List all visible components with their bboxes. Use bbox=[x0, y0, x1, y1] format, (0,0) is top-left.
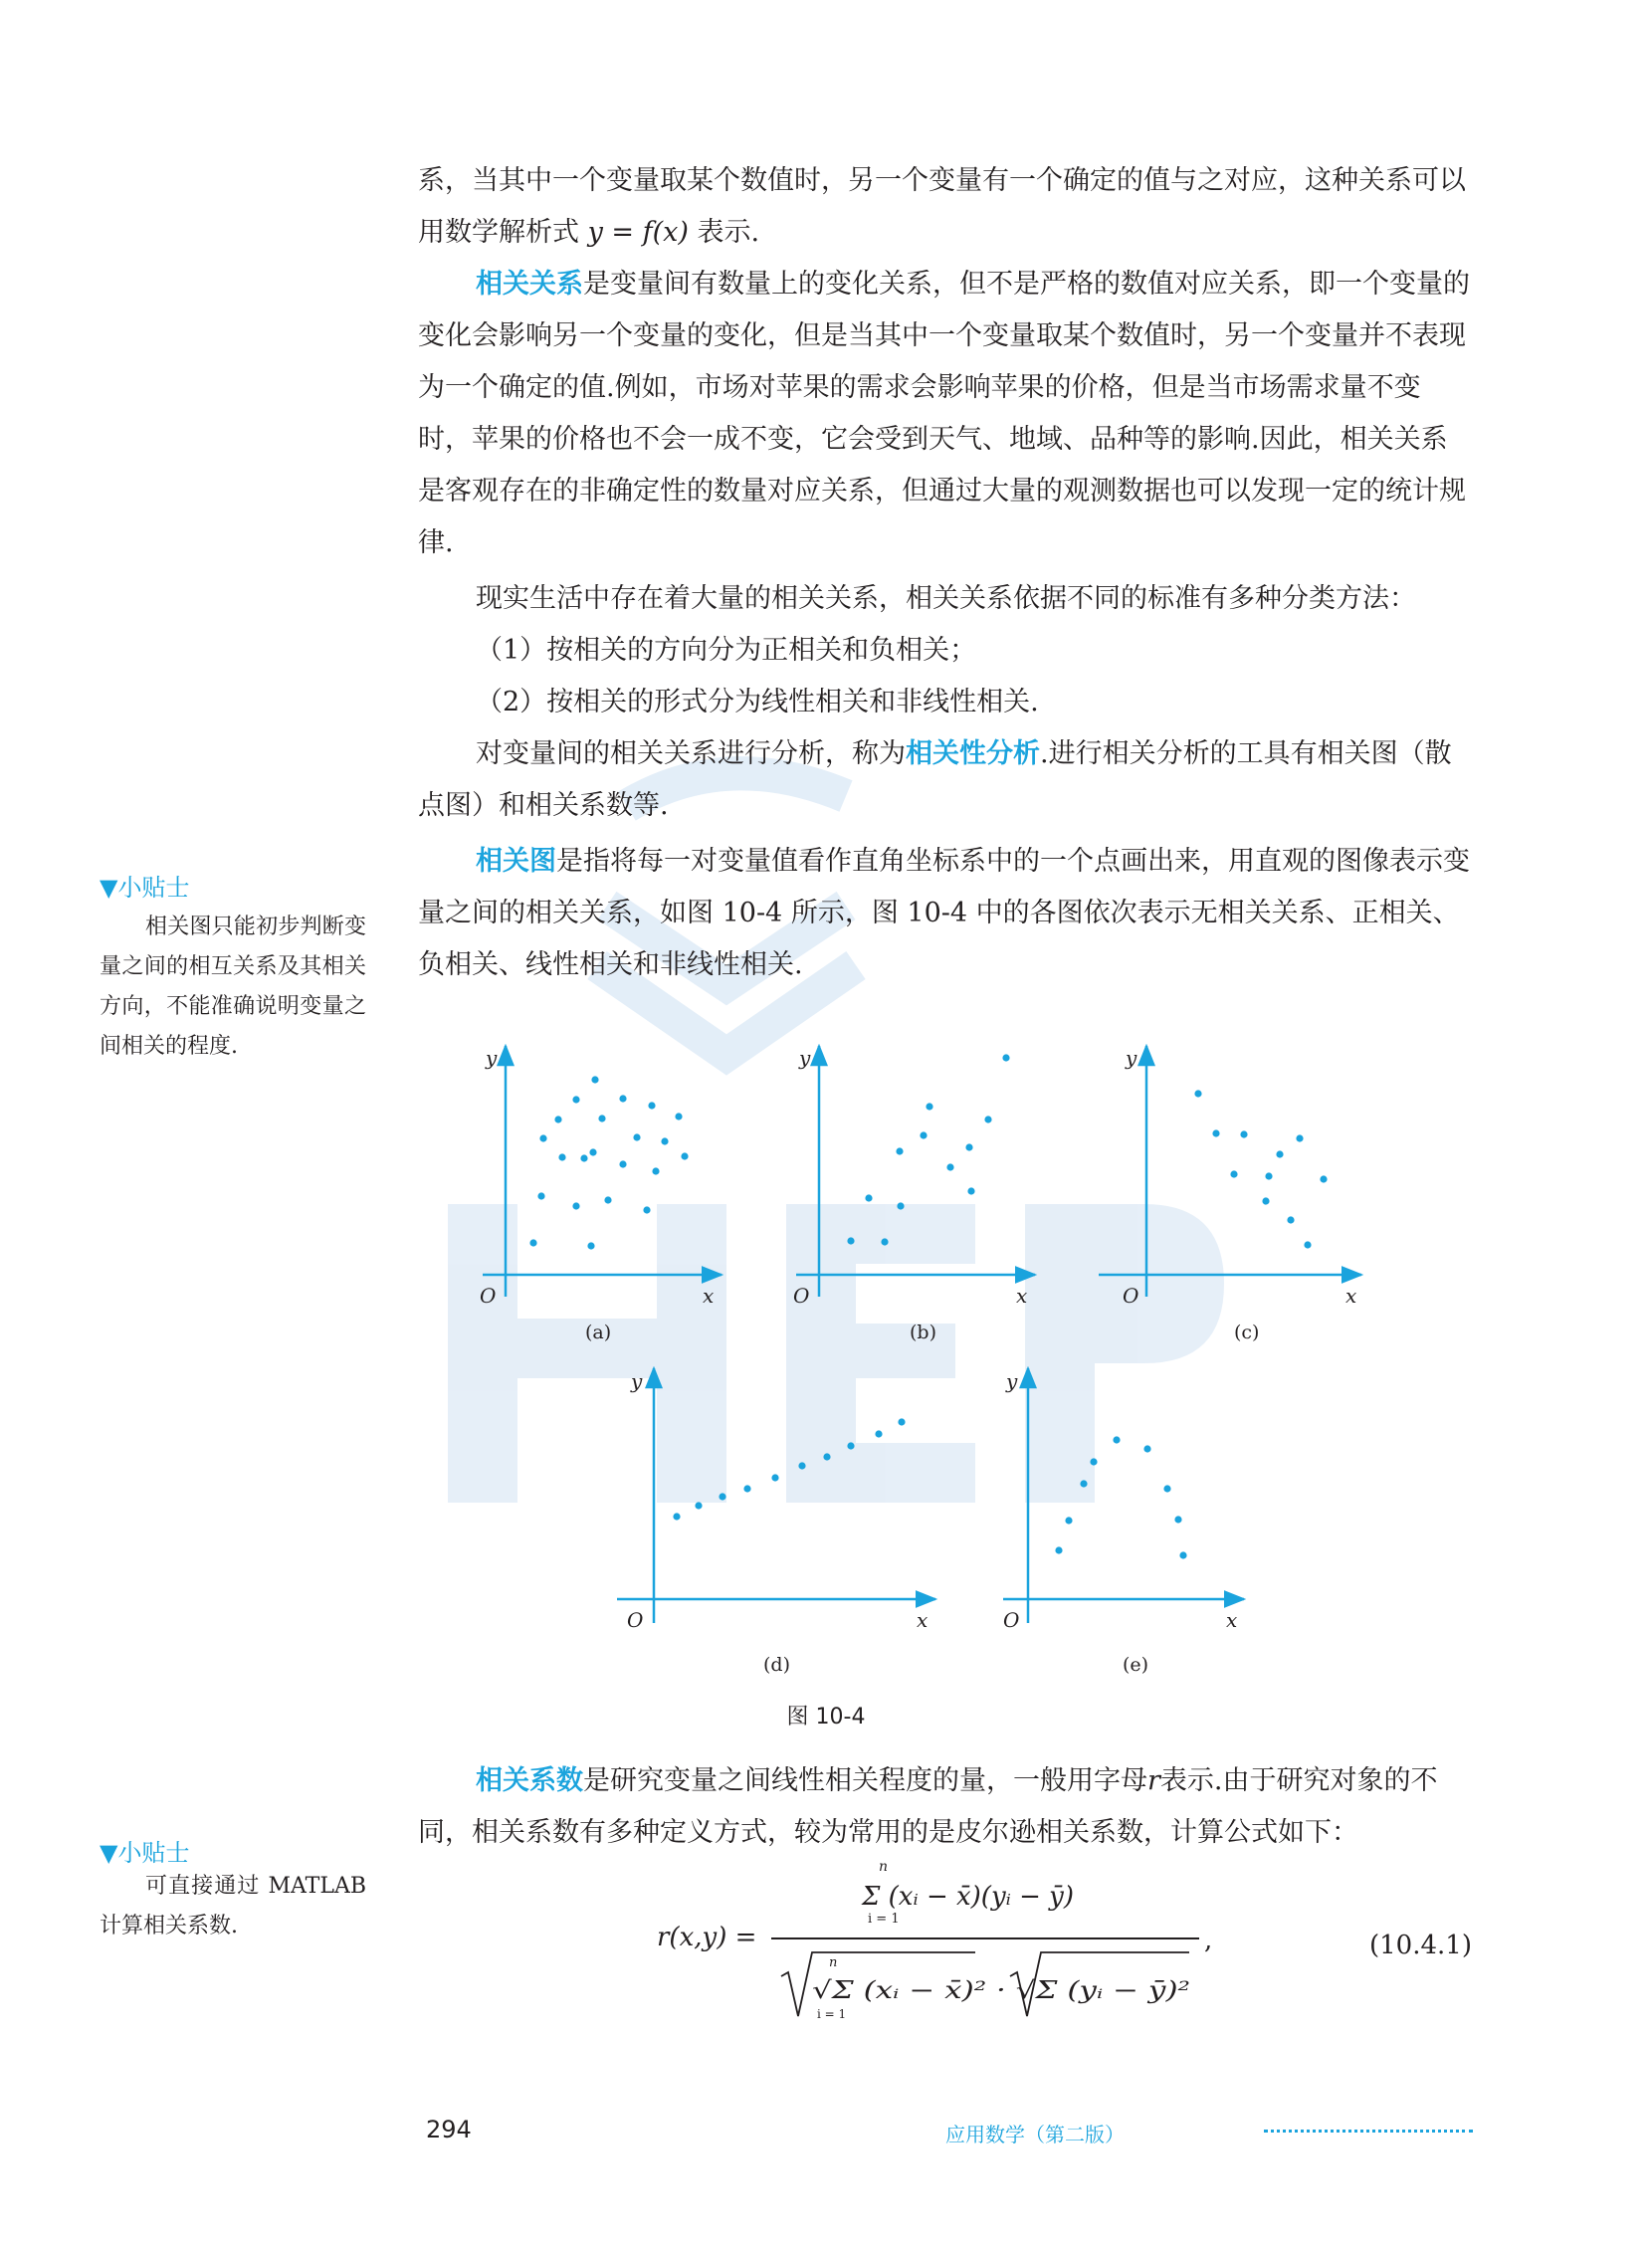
tip-body: 可直接通过 MATLAB 计算相关系数. bbox=[100, 1874, 366, 1938]
x-axis-label: x bbox=[1016, 1284, 1028, 1308]
page-number: 294 bbox=[426, 2116, 472, 2143]
paragraph-correlation-definition bbox=[418, 259, 1473, 569]
y-axis-label: y bbox=[486, 1046, 498, 1070]
term-scatter-plot: 相关图 bbox=[476, 846, 556, 877]
paragraph-text: 系，当其中一个变量取某个数值时，另一个变量有一个确定的值与之对应，这种关系可以用数学解析式 bbox=[418, 165, 1466, 248]
term-correlation-analysis: 相关性分析 bbox=[906, 738, 1040, 769]
subplot-label: (a) bbox=[585, 1322, 612, 1343]
inline-formula: y = f(x) bbox=[587, 217, 689, 248]
subplot-b bbox=[793, 1046, 1035, 1343]
equation-number: (10.4.1) bbox=[1369, 1931, 1472, 1960]
x-axis-label: x bbox=[1345, 1284, 1357, 1308]
origin-label: O bbox=[480, 1284, 497, 1308]
subplot-label: (d) bbox=[763, 1654, 790, 1676]
paragraph-correlation-analysis bbox=[418, 728, 1473, 832]
tip-title: ▼小贴士 bbox=[100, 1839, 190, 1867]
paragraph-classification: 现实生活中存在着大量的相关关系，相关关系依据不同的标准有多种分类方法： bbox=[476, 583, 1416, 614]
list-item-form: （2）按相关的形式分为线性相关和非线性相关. bbox=[476, 687, 1039, 717]
origin-label: O bbox=[1003, 1608, 1020, 1632]
y-axis-label: y bbox=[1126, 1046, 1137, 1070]
x-axis-label: x bbox=[917, 1608, 929, 1632]
subplot-c bbox=[1099, 1046, 1361, 1343]
sum-upper-num: n bbox=[879, 1859, 889, 1875]
variable-r: r bbox=[1147, 1765, 1160, 1796]
paragraph-text: 对变量间的相关关系进行分析，称为 bbox=[476, 738, 906, 769]
subplot-label: (c) bbox=[1234, 1322, 1260, 1343]
x-axis-label: x bbox=[703, 1284, 715, 1308]
tip-body: 相关图只能初步判断变量之间的相互关系及其相关方向，不能准确说明变量之间相关的程度. bbox=[100, 915, 366, 1059]
sum-lower-den: i = 1 bbox=[817, 2007, 847, 2021]
subplot-label: (b) bbox=[910, 1322, 936, 1343]
paragraph-text: 是研究变量之间线性相关程度的量，一般用字母 bbox=[583, 1765, 1147, 1796]
formula-denominator: √Σ (xᵢ − x̄)² · √Σ (yᵢ − ȳ)² bbox=[812, 1976, 1190, 2004]
x-axis-label: x bbox=[1226, 1608, 1238, 1632]
figure-scatter-plots bbox=[438, 1040, 1393, 1736]
paragraph-correlation-coefficient bbox=[418, 1755, 1473, 1859]
paragraph-scatter-plot bbox=[418, 836, 1473, 991]
subplot-d bbox=[617, 1368, 935, 1676]
pearson-formula bbox=[637, 1859, 1353, 2028]
paragraph-text: .进行相关分析的工具有相关图（散点图）和相关系数等. bbox=[418, 738, 1452, 821]
paragraph-text: 表示. bbox=[697, 217, 760, 248]
book-title: 应用数学（第二版） bbox=[945, 2123, 1125, 2146]
subplot-e bbox=[1003, 1368, 1244, 1676]
term-correlation: 相关关系 bbox=[476, 269, 583, 300]
figure-caption: 图 10-4 bbox=[786, 1705, 866, 1730]
list-item-direction: （1）按相关的方向分为正相关和负相关； bbox=[476, 635, 977, 666]
origin-label: O bbox=[793, 1284, 810, 1308]
paragraph-function-relation bbox=[418, 155, 1473, 259]
subplot-label: (e) bbox=[1123, 1654, 1149, 1676]
tip-title: ▼小贴士 bbox=[100, 874, 190, 902]
formula-comma: , bbox=[1204, 1926, 1213, 1955]
paragraph-text: 表示.由于研究对象的不同，相关系数有多种定义方式，较为常用的是皮尔逊相关系数，计算公式如下： bbox=[418, 1765, 1438, 1848]
paragraph-text: 是指将每一对变量值看作直角坐标系中的一个点画出来，用直观的图像表示变量之间的相关关系，如图 10-4 所示，图 10-4 中的各图依次表示无相关关系、正相关、负相关、线性相关和非线性相关. bbox=[418, 846, 1470, 980]
y-axis-label: y bbox=[1006, 1369, 1018, 1393]
y-axis-label: y bbox=[631, 1369, 643, 1393]
origin-label: O bbox=[627, 1608, 644, 1632]
term-correlation-coefficient: 相关系数 bbox=[476, 1765, 583, 1796]
paragraph-text: 是变量间有数量上的变化关系，但不是严格的数值对应关系，即一个变量的变化会影响另一个变量的变化，但是当其中一个变量取某个数值时，另一个变量并不表现为一个确定的值.例如，市场对苹果的需求会影响苹果的价格，但是当市场需求量不变时，苹果的价格也不会一成不变，它会受到天气、地域、品种等的影响.因此，相关关系是客观存在的非确定性的数量对应关系，但通过大量的观测数据也可以发现一定的统计规律. bbox=[418, 269, 1470, 558]
y-axis-label: y bbox=[799, 1046, 811, 1070]
formula-lhs: r(x,y) = bbox=[657, 1923, 757, 1952]
footer-dotted-rule bbox=[1264, 2130, 1473, 2133]
sum-upper-den: n bbox=[829, 1955, 838, 1970]
subplot-a bbox=[480, 1046, 722, 1343]
origin-label: O bbox=[1123, 1284, 1139, 1308]
formula-numerator: Σ (xᵢ − x̄)(yᵢ − ȳ) bbox=[862, 1882, 1075, 1912]
sum-lower-num: i = 1 bbox=[868, 1912, 900, 1927]
